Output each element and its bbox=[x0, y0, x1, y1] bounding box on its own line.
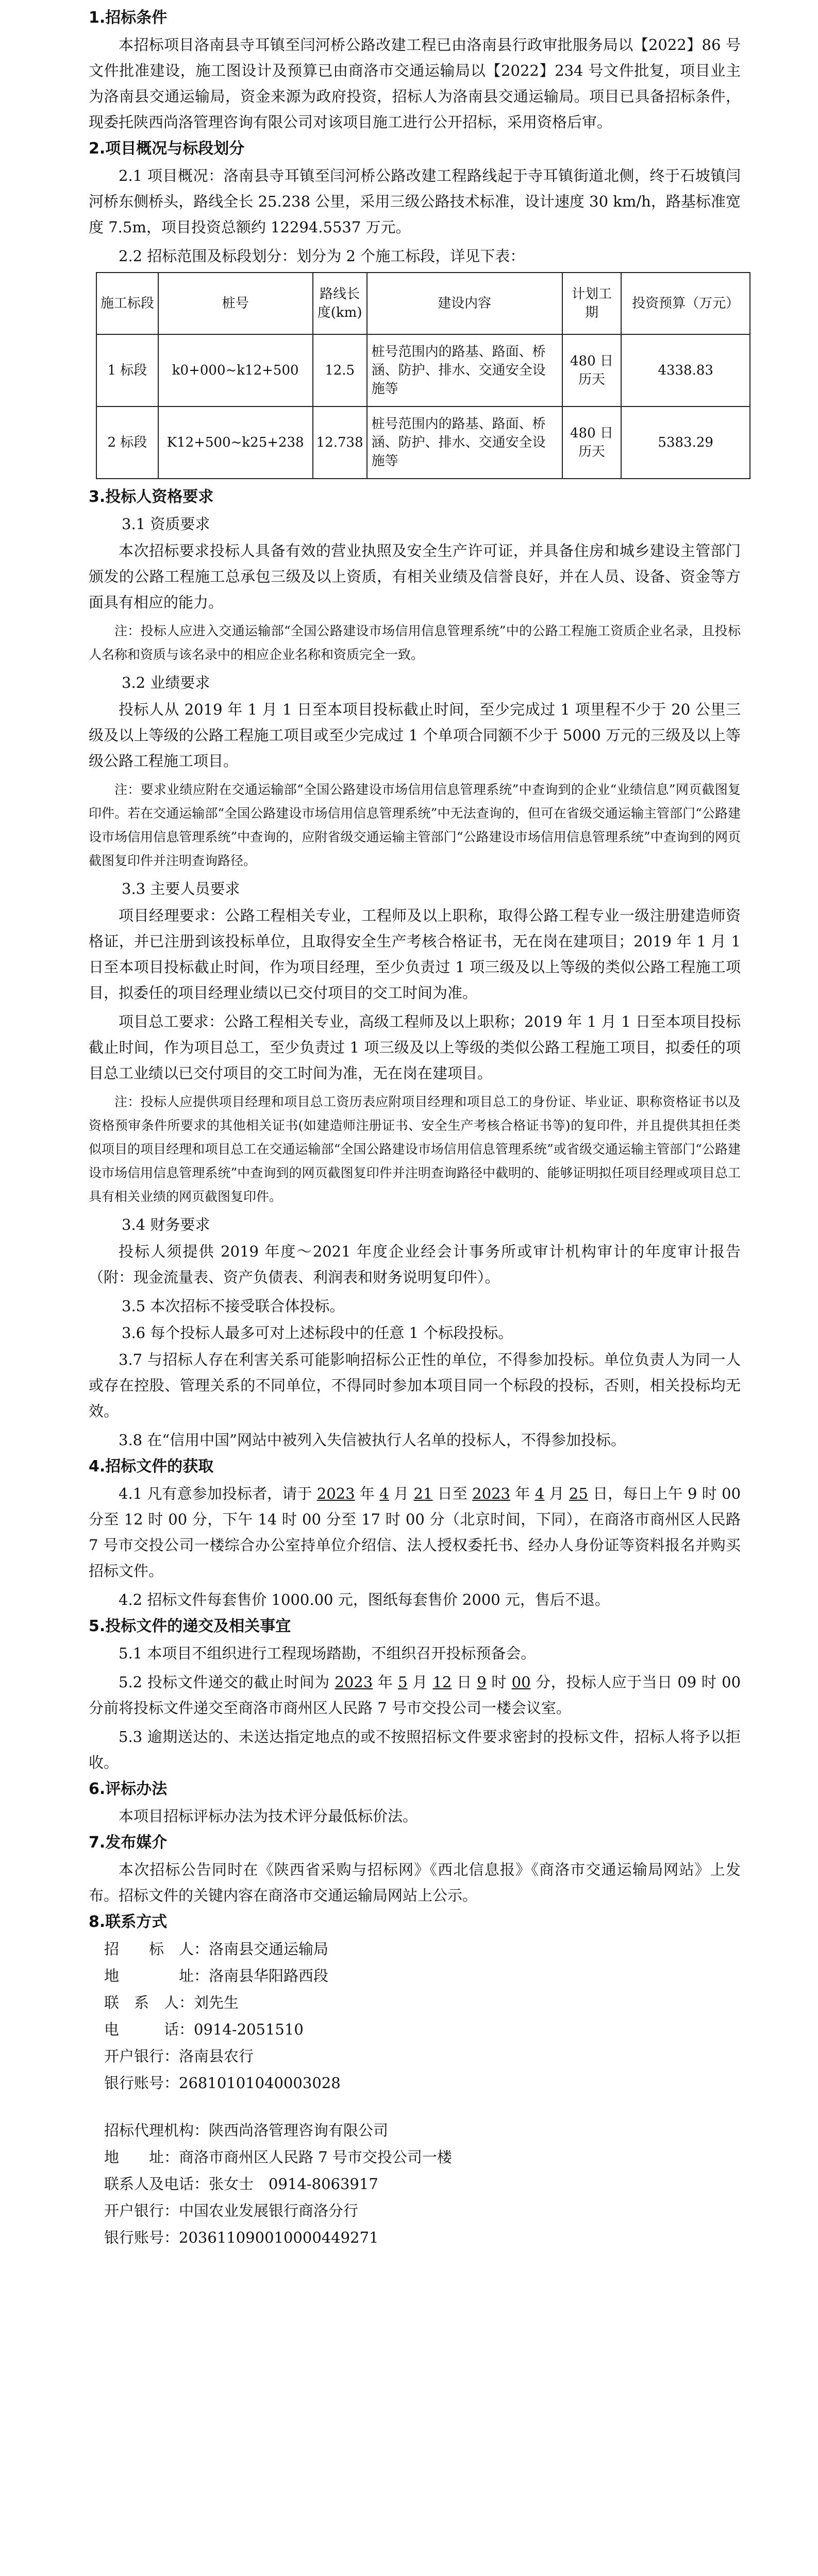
contact-label: 银行账号： bbox=[104, 2074, 179, 2092]
submission-deadline-paragraph bbox=[89, 1669, 741, 1721]
qualification-subtitle: 3.1 资质要求 bbox=[122, 515, 210, 533]
qualification-note: 注：投标人应进入交通运输部“全国公路建设市场信用信息管理系统”中的公路工程施工资质企业名录，且投标人名称和资质与该名录中的相应企业名称和资质完全一致。 bbox=[89, 623, 741, 662]
acq-text-post: 日，每日上午 9 时 00 分至 12 时 00 分，下午 14 时 00 分至 17 时 00 分（北京时间，下同），在商洛市商州区人民路 7 号市交投公司一楼综合办公室持单位介绍信、法人授权委托书、经办人身份证等资料报名并购买招标文件。 bbox=[89, 1485, 741, 1580]
section-4-title: 4.招标文件的获取 bbox=[89, 1458, 214, 1476]
contact-value: 0914-2051510 bbox=[194, 2021, 304, 2038]
acq-end-day: 25 bbox=[569, 1485, 588, 1502]
contact-value: 26810101040003028 bbox=[179, 2074, 341, 2092]
cell-stake: K12+500~k25+238 bbox=[158, 406, 313, 479]
deadline-text: 月 bbox=[407, 1673, 433, 1691]
performance-paragraph: 投标人从 2019 年 1 月 1 日至本项目投标截止时间，至少完成过 1 项里程不少于 20 公里三级及以上等级的公路工程施工项目或至少完成过 1 个单项合同额不少于 5000 万元的三级及以上等级公路工程施工项目。 bbox=[89, 701, 741, 770]
bid-scope-paragraph: 2.2 招标范围及标段划分：划分为 2 个施工标段，详见下表： bbox=[119, 247, 525, 265]
table-header-row bbox=[96, 273, 750, 334]
late-submission-paragraph: 5.3 逾期送达的、未送达指定地点的或不按照招标文件要求密封的投标文件，招标人将予以拒收。 bbox=[89, 1728, 741, 1771]
cell-section: 1 标段 bbox=[96, 334, 158, 406]
cell-content: 桩号范围内的路基、路面、桥涵、防护、排水、交通安全设施等 bbox=[367, 406, 562, 479]
contact-row bbox=[104, 2198, 741, 2225]
contact-value: 20361109001000044927​1 bbox=[179, 2229, 379, 2246]
contact-row bbox=[104, 2144, 741, 2171]
contact-row bbox=[104, 2043, 741, 2070]
acq-text: 月 bbox=[389, 1485, 414, 1502]
contact-label: 开户银行： bbox=[104, 2202, 179, 2219]
acq-text-pre: 4.1 凡有意参加投标者，请于 bbox=[119, 1485, 317, 1502]
project-overview-paragraph: 2.1 项目概况：洛南县寺耳镇至闫河桥公路改建工程路线起于寺耳镇街道北侧，终于石坡镇闫河桥东侧桥头，路线全长 25.238 公里，采用三级公路技术标准，设计速度 30 km/h，路基标准宽度 7.5m，项目投资总额约 12294.5537 万元。 bbox=[89, 167, 741, 236]
cell-budget: 4338.83 bbox=[621, 334, 750, 406]
deadline-day: 12 bbox=[432, 1673, 452, 1691]
contact-value: 洛南县华阳路西段 bbox=[209, 1967, 329, 1985]
deadline-minute: 00 bbox=[511, 1673, 531, 1691]
contact-label: 开户银行： bbox=[104, 2047, 179, 2065]
section-7-title: 7.发布媒介 bbox=[89, 1834, 168, 1852]
contact-row bbox=[104, 2171, 741, 2198]
header-section: 施工标段 bbox=[96, 273, 158, 334]
section-5-title: 5.投标文件的递交及相关事宜 bbox=[89, 1617, 291, 1635]
performance-note: 注：要求业绩应附在交通运输部“全国公路建设市场信用信息管理系统”中查询到的企业“业绩信息”网页截图复印件。若在交通运输部“全国公路建设市场信用信息管理系统”中无法查询的，但可在省级交通运输主管部门“公路建设市场信用信息管理系统”中查询的，应附省级交通运输主管部门“公路建设市场信用信息管理系统”中查询到的网页截图复印件并注明查询路径。 bbox=[89, 782, 741, 868]
contact-label: 招 标 人： bbox=[104, 1940, 209, 1958]
deadline-month: 5 bbox=[398, 1673, 408, 1691]
header-stake: 桩号 bbox=[158, 273, 313, 334]
cell-stake: k0+000~k12+500 bbox=[158, 334, 313, 406]
qualification-paragraph: 本次招标要求投标人具备有效的营业执照及安全生产许可证，并具备住房和城乡建设主管部门颁发的公路工程施工总承包三级及以上资质，有相关业绩及信誉良好，并在人员、设备、资金等方面具有相应的能力。 bbox=[89, 542, 741, 611]
contact-row bbox=[104, 1990, 741, 2016]
cell-budget: 5383.29 bbox=[621, 406, 750, 479]
contact-value: 商洛市商州区人民路 7 号市交投公司一楼 bbox=[179, 2148, 452, 2166]
header-length: 路线长度(km) bbox=[313, 273, 367, 334]
section-1-paragraph: 本招标项目洛南县寺耳镇至闫河桥公路改建工程已由洛南县行政审批服务局以【2022】86 号文件批准建设，施工图设计及预算已由商洛市交通运输局以【2022】234 号文件批复，项目业主为洛南县交通运输局，资金来源为政府投资，招标人为洛南县交通运输局。项目已具备招标条件，现委托陕西尚洛管理咨询有限公司对该项目施工进行公开招标，采用资格后审。 bbox=[89, 36, 741, 131]
contact-value: 刘先生 bbox=[194, 1994, 239, 2011]
header-budget: 投资预算（万元） bbox=[621, 273, 750, 334]
contact-row bbox=[104, 2016, 741, 2043]
contact-value: 陕西尚洛管理咨询有限公司 bbox=[209, 2122, 389, 2139]
acq-start-month: 4 bbox=[379, 1485, 389, 1502]
contact-value: 洛南县农行 bbox=[179, 2047, 254, 2065]
credit-china-paragraph: 3.8 在“信用中国”网站中被列入失信被执行人名单的投标人，不得参加投标。 bbox=[119, 1431, 626, 1449]
section-3-title: 3.投标人资格要求 bbox=[89, 488, 214, 506]
deadline-year: 2023 bbox=[335, 1673, 373, 1691]
contact-label: 电 话： bbox=[104, 2021, 194, 2038]
cell-length: 12.738 bbox=[313, 406, 367, 479]
contact-label: 地 址： bbox=[104, 2148, 179, 2166]
table-row bbox=[96, 334, 750, 406]
contact-value: 洛南县交通运输局 bbox=[209, 1940, 329, 1958]
acq-end-year: 2023 bbox=[472, 1485, 510, 1502]
table-row bbox=[96, 406, 750, 479]
performance-subtitle: 3.2 业绩要求 bbox=[122, 674, 210, 691]
contact-label: 银行账号： bbox=[104, 2229, 179, 2246]
contact-label: 地 址： bbox=[104, 1967, 209, 1985]
deadline-hour: 9 bbox=[477, 1673, 487, 1691]
header-period: 计划工期 bbox=[562, 273, 622, 334]
publication-media-paragraph: 本次招标公告同时在《陕西省采购与招标网》《西北信息报》《商洛市交通运输局网站》上发布。招标文件的关键内容在商洛市交通运输局网站上公示。 bbox=[89, 1861, 741, 1904]
contact-row bbox=[104, 2070, 741, 2097]
contact-row bbox=[104, 1963, 741, 1990]
cell-period: 480 日历天 bbox=[562, 406, 622, 479]
acq-text: 日至 bbox=[432, 1485, 473, 1502]
acq-end-month: 4 bbox=[535, 1485, 545, 1502]
conflict-interest-paragraph: 3.7 与招标人存在利害关系可能影响招标公正性的单位，不得参加投标。单位负责人为同一人或存在控股、管理关系的不同单位，不得同时参加本项目同一个标段的投标，否则，相关投标均无效。 bbox=[89, 1351, 741, 1420]
finance-paragraph: 投标人须提供 2019 年度～2021 年度企业经会计事务所或审计机构审计的年度审计报告（附：现金流量表、资产负债表、利润表和财务说明复印件）。 bbox=[89, 1243, 741, 1286]
contact-value: 张女士 0914-8063917 bbox=[209, 2175, 378, 2193]
contact-row bbox=[104, 1936, 741, 1963]
contact-row bbox=[104, 2117, 741, 2144]
cell-content: 桩号范围内的路基、路面、桥涵、防护、排水、交通安全设施等 bbox=[367, 334, 562, 406]
finance-subtitle: 3.4 财务要求 bbox=[122, 1216, 210, 1233]
section-1-title: 1.招标条件 bbox=[89, 9, 168, 27]
acq-start-year: 2023 bbox=[316, 1485, 355, 1502]
deadline-text: 日 bbox=[452, 1673, 477, 1691]
project-manager-paragraph: 项目经理要求：公路工程相关专业，工程师及以上职称，取得公路工程专业一级注册建造师资格证，并已注册到该投标单位，且取得安全生产考核合格证书，无在岗在建项目；2019 年 1 月 1 日至本项目投标截止时间，作为项目经理，至少负责过 1 项三级及以上等级的类似公路工程施工项目，拟委任的项目经理业绩以已交付项目的交工时间为准。 bbox=[89, 907, 741, 1002]
contact-value: 中国农业发展银行商洛分行 bbox=[179, 2202, 359, 2219]
section-6-title: 6.评标办法 bbox=[89, 1780, 168, 1798]
cell-section: 2 标段 bbox=[96, 406, 158, 479]
contact-spacer bbox=[89, 2097, 741, 2117]
bid-section-table bbox=[96, 272, 750, 479]
contact-label: 联系人及电话： bbox=[104, 2175, 209, 2193]
deadline-text-post: 分，投标人应于当日 09 时 00 分前将投标文件递交至商洛市商州区人民路 7 号市交投公司一楼会议室。 bbox=[89, 1673, 741, 1717]
no-consortium-line: 3.5 本次招标不接受联合体投标。 bbox=[122, 1297, 345, 1315]
acq-start-day: 21 bbox=[413, 1485, 433, 1502]
personnel-subtitle: 3.3 主要人员要求 bbox=[122, 880, 240, 897]
deadline-text-pre: 5.2 投标文件递交的截止时间为 bbox=[119, 1673, 335, 1691]
document-acquisition-paragraph bbox=[89, 1481, 741, 1584]
deadline-text: 年 bbox=[373, 1673, 398, 1691]
deadline-text: 时 bbox=[486, 1673, 512, 1691]
header-content: 建设内容 bbox=[367, 273, 562, 334]
cell-period: 480 日历天 bbox=[562, 334, 622, 406]
contact-row bbox=[104, 2225, 741, 2251]
chief-engineer-paragraph: 项目总工要求：公路工程相关专业，高级工程师及以上职称；2019 年 1 月 1 日至本项目投标截止时间，作为项目总工，至少负责过 1 项三级及以上等级的类似公路工程施工项目，拟委任的项目总工业绩以已交付项目的交工时间为准，无在岗在建项目。 bbox=[89, 1013, 741, 1082]
contact-label: 招标代理机构： bbox=[104, 2122, 209, 2139]
personnel-note: 注：投标人应提供项目经理和项目总工资历表应附项目经理和项目总工的身份证、毕业证、职称资格证书以及资格预审条件所要求的其他相关证书(如建造师注册证书、安全生产考核合格证书等)的复印件，并且提供其担任类似项目的项目经理和项目总工在交通运输部“全国公路建设市场信用信息管理系统”或省级交通运输主管部门“公路建设市场信用信息管理系统”中查询到的网页截图复印件并注明查询路径中截明的、能够证明拟任项目经理或项目总工具有相关业绩的网页截图复印件。 bbox=[89, 1094, 741, 1204]
tenderer-contact-block bbox=[89, 1936, 741, 2097]
acq-text: 年 bbox=[355, 1485, 380, 1502]
section-2-title: 2.项目概况与标段划分 bbox=[89, 140, 245, 158]
one-section-line: 3.6 每个投标人最多可对上述标段中的任意 1 个标段投标。 bbox=[122, 1324, 513, 1342]
contact-label: 联 系 人： bbox=[104, 1994, 194, 2011]
no-site-visit-paragraph: 5.1 本项目不组织进行工程现场踏勘，不组织召开投标预备会。 bbox=[119, 1645, 536, 1662]
section-8-title: 8.联系方式 bbox=[89, 1913, 168, 1931]
cell-length: 12.5 bbox=[313, 334, 367, 406]
acq-text: 年 bbox=[510, 1485, 535, 1502]
agent-contact-block bbox=[89, 2117, 741, 2251]
document-price-paragraph: 4.2 招标文件每套售价 1000.00 元，图纸每套售价 2000 元，售后不退。 bbox=[119, 1591, 610, 1608]
evaluation-method-paragraph: 本项目招标评标办法为技术评分最低标价法。 bbox=[119, 1807, 418, 1825]
acq-text: 月 bbox=[544, 1485, 569, 1502]
